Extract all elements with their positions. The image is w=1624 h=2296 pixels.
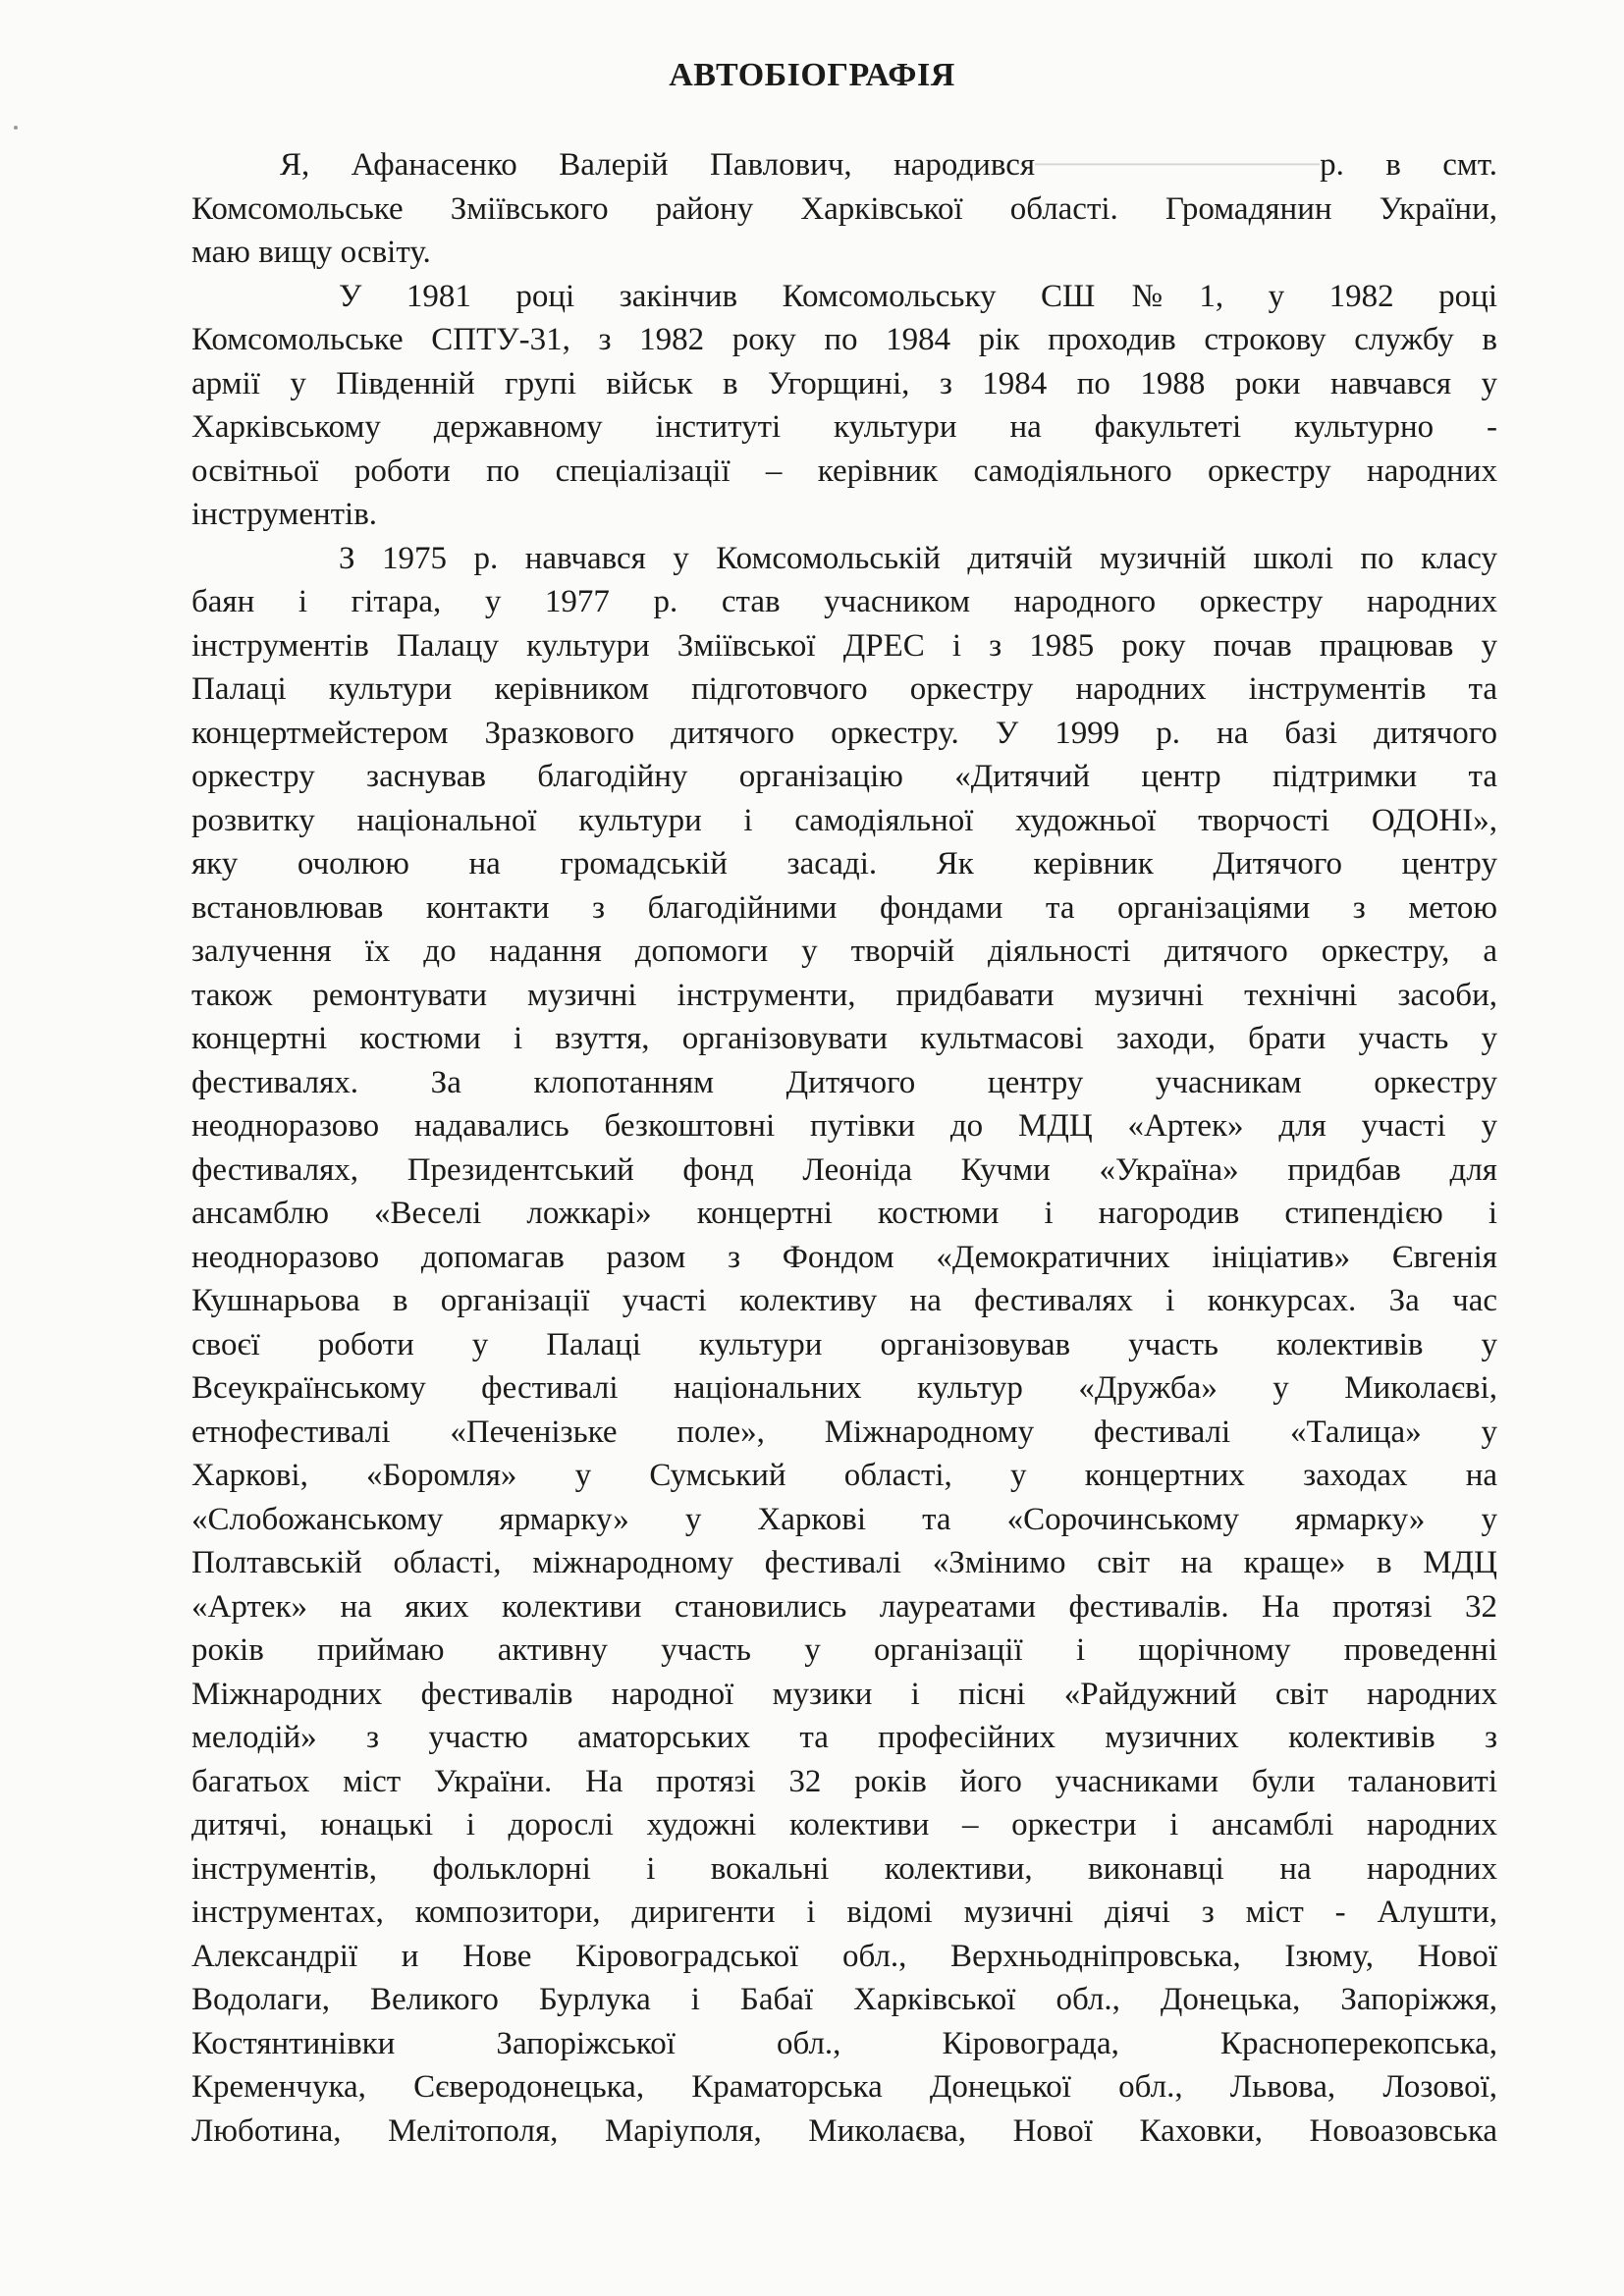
text-line: оркестру заснував благодійну організацію «Дитячий центр підтримки та [191, 759, 1497, 794]
text-line: концертмейстером Зразкового дитячого оркестру. У 1999 р. на базі дитячого [191, 715, 1497, 751]
text-line: Водолаги, Великого Бурлука і Бабаї Харківської обл., Донецька, Запоріжжя, [191, 1982, 1497, 2017]
document-title: АВТОБІОГРАФІЯ [669, 57, 955, 93]
text-line: інструментів. [191, 497, 378, 532]
text-line: неодноразово надавались безкоштовні путівки до МДЦ «Артек» для участі у [191, 1108, 1497, 1144]
text-line: фестивалях, Президентський фонд Леоніда Кучми «Україна» придбав для [191, 1151, 1497, 1188]
text-line: Комсомольське Зміївського району Харківської області. Громадянин України, [191, 190, 1497, 227]
text-line: концертні костюми і взуття, організовувати культмасові заходи, брати участь у [191, 1021, 1497, 1056]
text-line: також ремонтувати музичні інструменти, придбавати музичні технічні засоби, [191, 977, 1497, 1013]
text-line: Харкові, «Боромля» у Сумський області, у концертних заходах на [191, 1458, 1497, 1493]
text-line: Міжнародних фестивалів народної музики і пісні «Райдужний світ народних [191, 1676, 1497, 1712]
text-line: неодноразово допомагав разом з Фондом «Демократичних ініціатив» Євгенія [191, 1239, 1497, 1275]
text-line: інструментів, фольклорні і вокальні колективи, виконавці на народних [191, 1850, 1497, 1887]
text-line: фестивалях. За клопотанням Дитячого центру учасникам оркестру [191, 1064, 1497, 1100]
text-line: мелодій» з участю аматорських та професійних музичних колективів з [191, 1720, 1497, 1755]
text-line: Кременчука, Сєверодонецька, Краматорська Донецької обл., Львова, Лозової, [191, 2069, 1497, 2105]
text-line: Александрії и Нове Кіровоградської обл., Верхньодніпровська, Ізюму, Нової [191, 1938, 1497, 1974]
text-line: «Артек» на яких колективи становились лауреатами фестивалів. На протязі 32 [191, 1588, 1497, 1625]
text-line: освітньої роботи по спеціалізації – керівник самодіяльного оркестру народних [191, 453, 1497, 489]
text-line [191, 143, 1497, 187]
text-line: інструментах, композитори, диригенти і відомі музичні діячі з міст - Алушти, [191, 1895, 1497, 1930]
text-line: встановлював контакти з благодійними фондами та організаціями з метою [191, 889, 1497, 926]
text-line: баян і гітара, у 1977 р. став учасником народного оркестру народних [191, 584, 1497, 619]
text-line: своєї роботи у Палаці культури організовував участь колективів у [191, 1326, 1497, 1362]
text-line: Полтавській області, міжнародному фестивалі «Змінимо світ на краще» в МДЦ [191, 1545, 1497, 1580]
text-line: У 1981 році закінчив Комсомольську СШ№1, у 1982 році [339, 278, 1497, 314]
text-line: З 1975 р. навчався у Комсомольській дитячій музичній школі по класу [339, 540, 1497, 576]
document-body [191, 143, 1497, 2153]
text-line: багатьох міст України. На протязі 32 років його учасниками були талановиті [191, 1763, 1497, 1799]
text-line: залучення їх до надання допомоги у творчій діяльності дитячого оркестру, а [191, 934, 1497, 969]
text-line: етнофестивалі «Печенізьке поле», Міжнародному фестивалі «Талица» у [191, 1414, 1497, 1450]
text-line: яку очолюю на громадській засаді. Як керівник Дитячого центру [191, 846, 1497, 881]
text-line: Всеукраїнському фестивалі національних культур «Дружба» у Миколаєві, [191, 1370, 1497, 1406]
text-line: Харківському державному інституті культури на факультеті культурно - [191, 409, 1497, 445]
text-line: армії у Південній групі військ в Угорщині, з 1984 по 1988 роки навчався у [191, 365, 1497, 401]
text-line: розвитку національної культури і самодіяльної художньої творчості ОДОНІ», [191, 802, 1497, 838]
text-line: дитячі, юнацькі і дорослі художні колективи – оркестри і ансамблі народних [191, 1807, 1497, 1842]
text-line: Люботина, Мелітополя, Маріуполя, Миколаєва, Нової Каховки, Новоазовська [191, 2112, 1497, 2149]
redacted-date [1035, 153, 1320, 181]
text-line: інструментів Палацу культури Зміївської ДРЕС і з 1985 року почав працював у [191, 627, 1497, 664]
text-line: Комсомольське СПТУ-31, з 1982 року по 1984 рік проходив строкову службу в [191, 322, 1497, 357]
text-line: «Слобожанському ярмарку» у Харкові та «Сорочинському ярмарку» у [191, 1501, 1497, 1537]
text-line: Палаці культури керівником підготовчого оркестру народних інструментів та [191, 671, 1497, 707]
text-line: маю вищу освіту. [191, 235, 431, 270]
scan-speck [14, 126, 18, 130]
text-line: Костянтинівки Запоріжської обл., Кіровограда, Красноперекопська, [191, 2025, 1497, 2061]
text-line: Кушнарьова в організації участі колективу на фестивалях і конкурсах. За час [191, 1283, 1497, 1318]
text-line: років приймаю активну участь у організації і щорічному проведенні [191, 1632, 1497, 1668]
text-line: ансамблю «Веселі ложкарі» концертні костюми і нагородив стипендією і [191, 1196, 1497, 1231]
text-fragment: Я, Афанасенко Валерій Павлович, народився [280, 147, 1036, 183]
text-fragment: р. в смт. [1320, 147, 1497, 183]
